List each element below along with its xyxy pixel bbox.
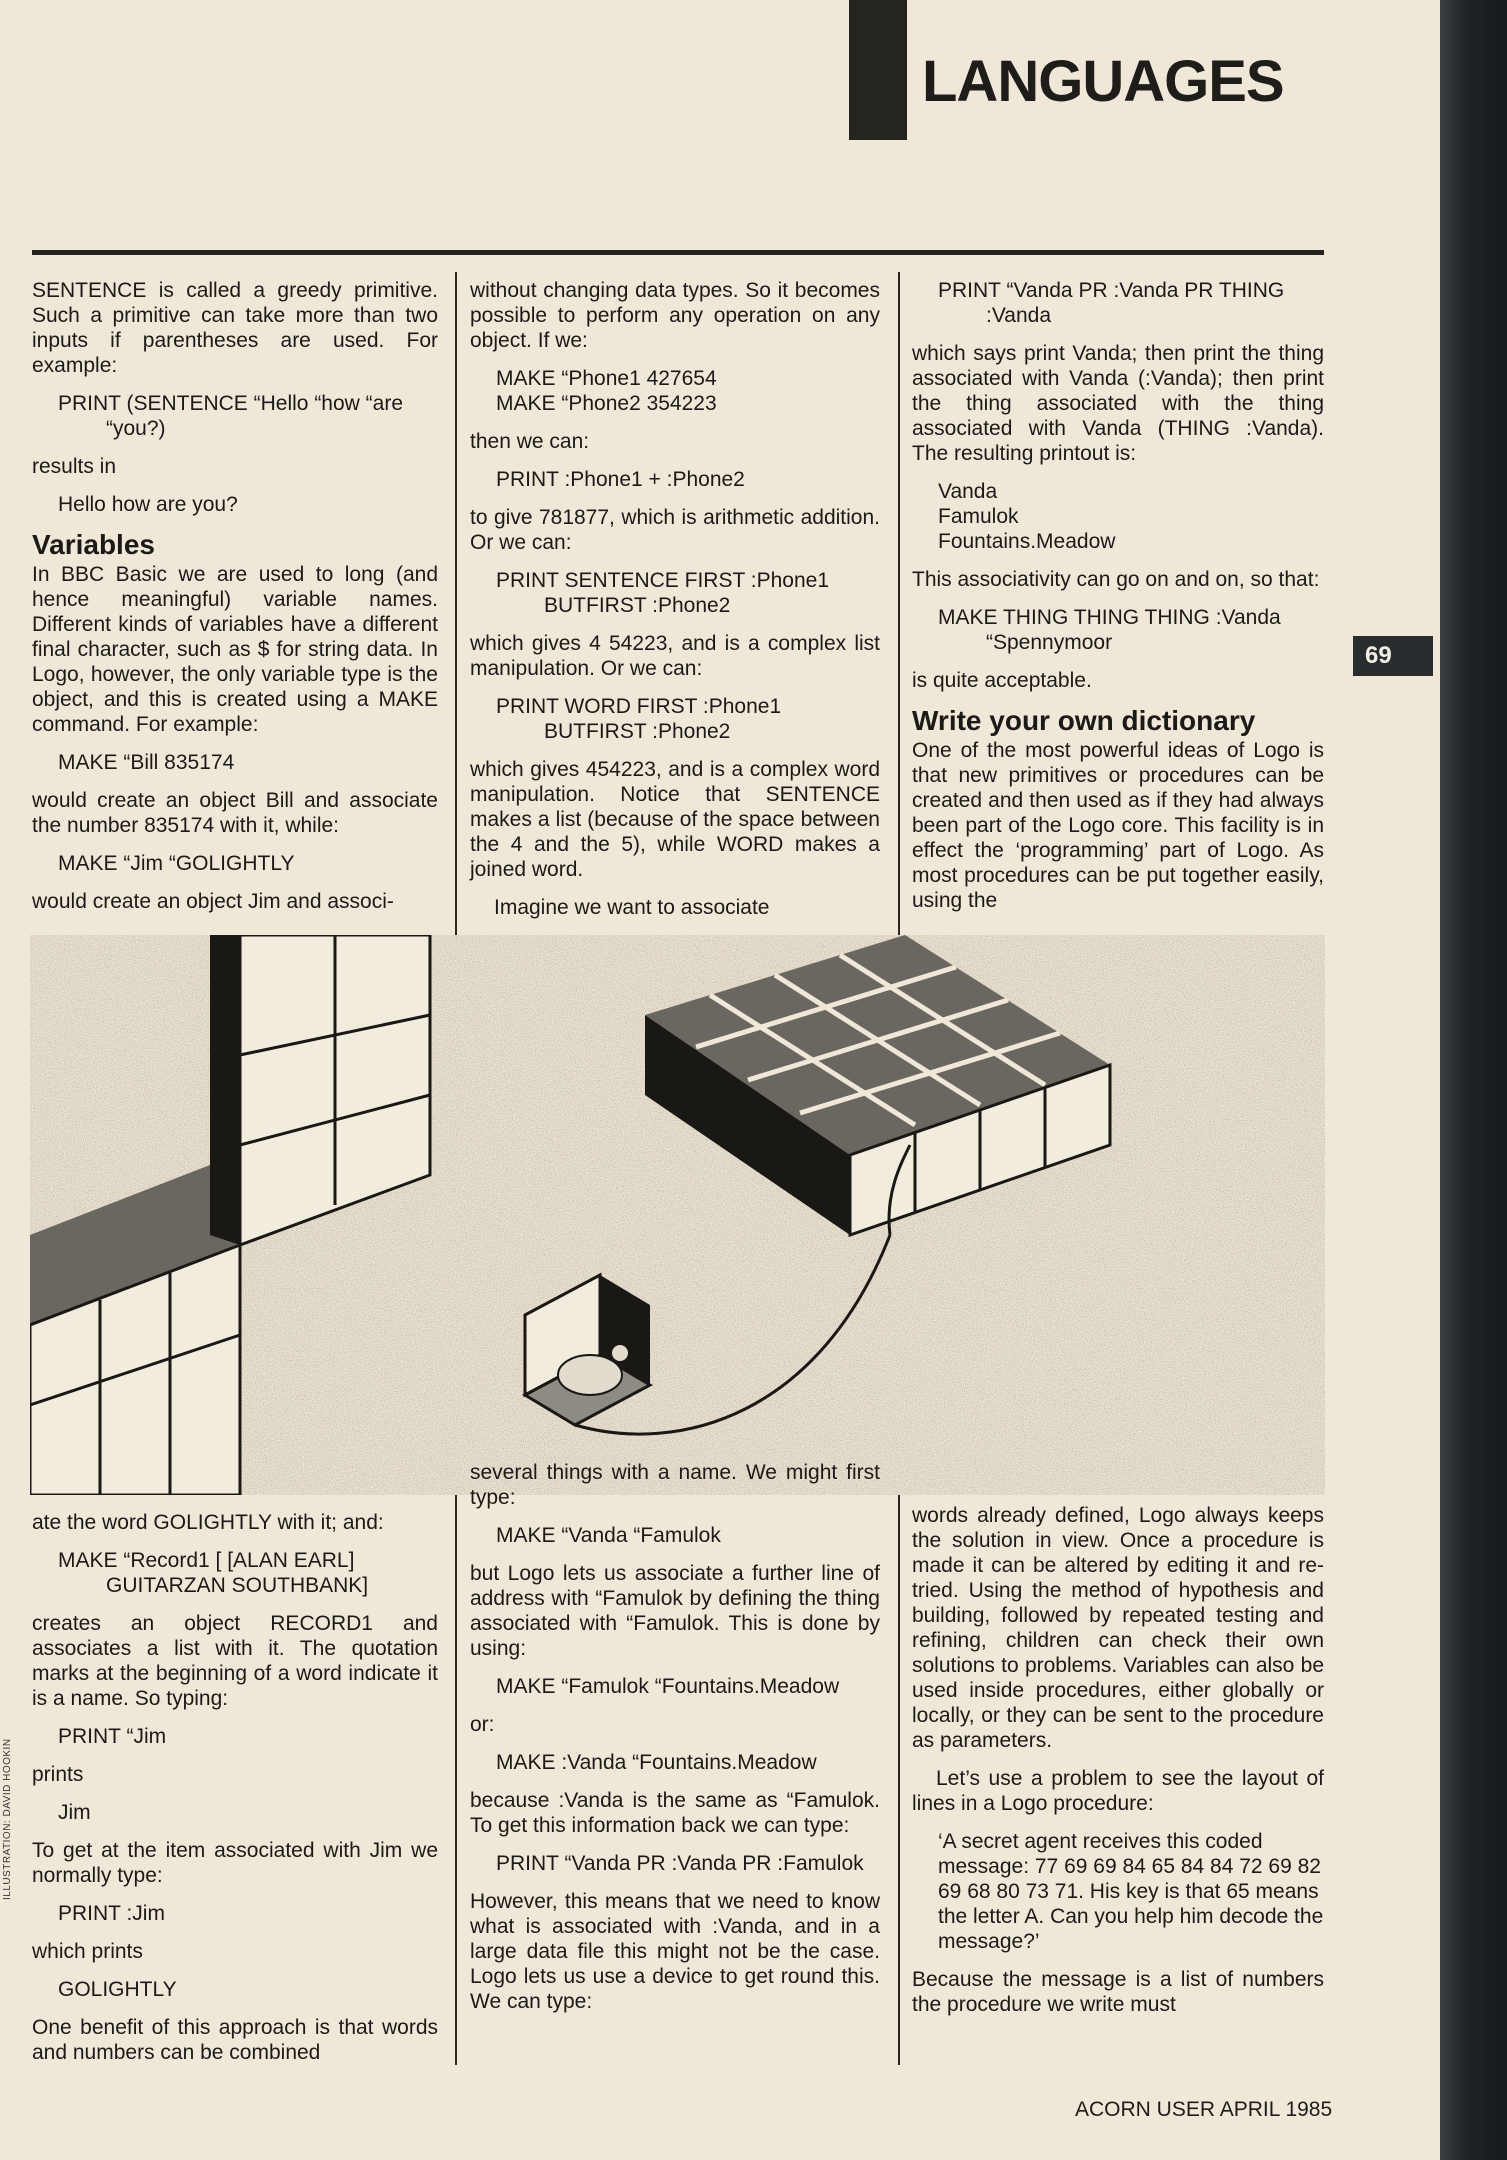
paragraph: to give 781877, which is arithmetic addition. Or we can: (470, 506, 880, 554)
column-2-top (470, 278, 880, 933)
paragraph: One of the most powerful ideas of Logo is that new primitives or procedures can be created and then used as if they had always been part of the Logo core. This facility is in effect the ‘programming’ part of Logo. As most procedures can be put together easily, using the (912, 739, 1324, 912)
code-line: PRINT “Jim (58, 1725, 167, 1748)
subheading: Write your own dictionary (912, 705, 1256, 736)
paragraph: without changing data types. So it becomes possible to perform any operation on any object. If we: (470, 279, 880, 352)
code-line: GOLIGHTLY (58, 1978, 177, 2001)
code-line: MAKE :Vanda “Fountains.Meadow (496, 1751, 817, 1774)
code-line: MAKE “Record1 [ [ALAN EARL] GUITARZAN SOUTHBANK] (58, 1549, 369, 1597)
code-line: Jim (58, 1801, 91, 1824)
paragraph: In BBC Basic we are used to long (and hence meaningful) variable names. Different kinds of variables have a different final character, such as $ for string data. In Logo, however, the only variable type is the object, and this is created using a MAKE command. For example: (32, 563, 438, 736)
column-2-bottom (470, 1460, 880, 2027)
code-block (938, 278, 1324, 328)
paragraph: because :Vanda is the same as “Famulok. To get this information back we can type: (470, 1789, 880, 1837)
code-block (58, 492, 438, 517)
footer-issue: ACORN USER APRIL 1985 (1075, 2098, 1333, 2121)
paragraph: prints (32, 1763, 84, 1786)
code-block (58, 1800, 438, 1825)
column-1-bottom (32, 1510, 438, 2078)
column-divider (455, 1465, 457, 2065)
paragraph: SENTENCE is called a greedy primitive. Such a primitive can take more than two inputs if parentheses are used. For example: (32, 279, 438, 377)
code-block (58, 1724, 438, 1749)
code-line: MAKE THING THING THING :Vanda “Spennymoor (938, 606, 1281, 654)
paragraph: However, this means that we need to know what is associated with :Vanda, and in a large data file this might not be the case. Logo lets us use a device to get round this. We can type: (470, 1890, 880, 2013)
code-line: PRINT (SENTENCE “Hello “how “are “you?) (58, 392, 404, 440)
paragraph: ate the word GOLIGHTLY with it; and: (32, 1511, 384, 1534)
code-line: PRINT :Jim (58, 1902, 165, 1925)
paragraph: would create an object Bill and associate the number 835174 with it, while: (32, 789, 438, 837)
paragraph: which gives 4 54223, and is a complex list manipulation. Or we can: (470, 632, 880, 680)
code-line: PRINT WORD FIRST :Phone1 BUTFIRST :Phone2 (496, 695, 782, 743)
column-divider (455, 272, 457, 935)
code-line: Vanda (938, 480, 998, 503)
paragraph: would create an object Jim and associ- (32, 890, 394, 913)
page-number: 69 (1353, 636, 1433, 676)
code-line: MAKE “Phone1 427654 (496, 367, 717, 390)
paragraph: then we can: (470, 430, 590, 453)
column-divider (898, 1495, 900, 2065)
header-block (849, 0, 907, 140)
code-block (496, 1674, 880, 1699)
paragraph: Let’s use a problem to see the layout of lines in a Logo procedure: (912, 1767, 1324, 1815)
code-line: MAKE “Famulok “Fountains.Meadow (496, 1675, 840, 1698)
paragraph: Imagine we want to associate (494, 896, 770, 919)
paragraph: Because the message is a list of numbers the procedure we write must (912, 1968, 1324, 2016)
code-block (58, 851, 438, 876)
code-block (496, 1523, 880, 1548)
code-block (496, 1750, 880, 1775)
code-block (938, 605, 1324, 655)
code-line: PRINT “Vanda PR :Vanda PR THING :Vanda (938, 279, 1285, 327)
code-line: PRINT “Vanda PR :Vanda PR :Famulok (496, 1852, 864, 1875)
code-block (58, 391, 438, 441)
code-block (58, 750, 438, 775)
code-line: MAKE “Vanda “Famulok (496, 1524, 721, 1547)
column-3-bottom (912, 1503, 1324, 2030)
code-block (496, 568, 880, 618)
code-block (58, 1548, 438, 1598)
paragraph: is quite acceptable. (912, 669, 1092, 692)
column-3-top (912, 278, 1324, 926)
column-divider (898, 272, 900, 935)
code-block (496, 366, 880, 416)
paragraph: To get at the item associated with Jim we normally type: (32, 1839, 438, 1887)
code-line: MAKE “Jim “GOLIGHTLY (58, 852, 295, 875)
paragraph: results in (32, 455, 117, 478)
paragraph: which prints (32, 1940, 143, 1963)
paragraph: creates an object RECORD1 and associates a list with it. The quotation marks at the beginning of a word indicate it is a name. So typing: (32, 1612, 438, 1710)
code-line: MAKE “Phone2 354223 (496, 392, 717, 415)
top-rule (32, 250, 1324, 255)
code-line: Hello how are you? (58, 493, 238, 516)
code-block (58, 1977, 438, 2002)
logo-turtle-illustration (30, 935, 1325, 1495)
paragraph: which gives 454223, and is a complex word manipulation. Notice that SENTENCE makes a list (because of the space between the 4 and the 5), while WORD makes a joined word. (470, 758, 880, 881)
code-line: Fountains.Meadow (938, 530, 1116, 553)
code-line: Famulok (938, 505, 1019, 528)
paragraph: but Logo lets us associate a further line of address with “Famulok by defining the thing associated with “Famulok. This is done by using: (470, 1562, 880, 1660)
paragraph: This associativity can go on and on, so that: (912, 568, 1320, 591)
code-line: MAKE “Bill 835174 (58, 751, 235, 774)
paragraph: or: (470, 1713, 495, 1736)
code-block (496, 1851, 880, 1876)
paragraph: One benefit of this approach is that words and numbers can be combined (32, 2016, 438, 2064)
magazine-spine (1440, 0, 1507, 2160)
code-block (496, 694, 880, 744)
quoted-problem: ‘A secret agent receives this coded message: 77 69 69 84 65 84 84 72 69 82 69 68 80 73 71. His key is that 65 means the letter A. Can you help him decode the message?’ (938, 1830, 1324, 1953)
code-block (496, 467, 880, 492)
illustration-credit: ILLUSTRATION: DAVID HOOKIN (2, 1738, 13, 1900)
paragraph: several things with a name. We might first type: (470, 1461, 880, 1509)
paragraph: words already defined, Logo always keeps the solution in view. Once a procedure is made it can be altered by editing it and re-tried. Using the method of hypothesis and building, followed by repeated testing and refining, children can check their own solutions to problems. Variables can also be used inside procedures, either globally or locally, or they can be sent to the procedure as parameters. (912, 1504, 1324, 1752)
code-line: PRINT SENTENCE FIRST :Phone1 BUTFIRST :Phone2 (496, 569, 829, 617)
column-1-top (32, 278, 438, 927)
subheading: Variables (32, 529, 155, 560)
code-block (938, 479, 1324, 554)
code-line: PRINT :Phone1 + :Phone2 (496, 468, 745, 491)
section-title: LANGUAGES (922, 49, 1284, 114)
paragraph: which says print Vanda; then print the thing associated with Vanda (:Vanda); then print the thing associated with the thing associated with Vanda (THING :Vanda). The resulting printout is: (912, 342, 1324, 465)
code-block (58, 1901, 438, 1926)
